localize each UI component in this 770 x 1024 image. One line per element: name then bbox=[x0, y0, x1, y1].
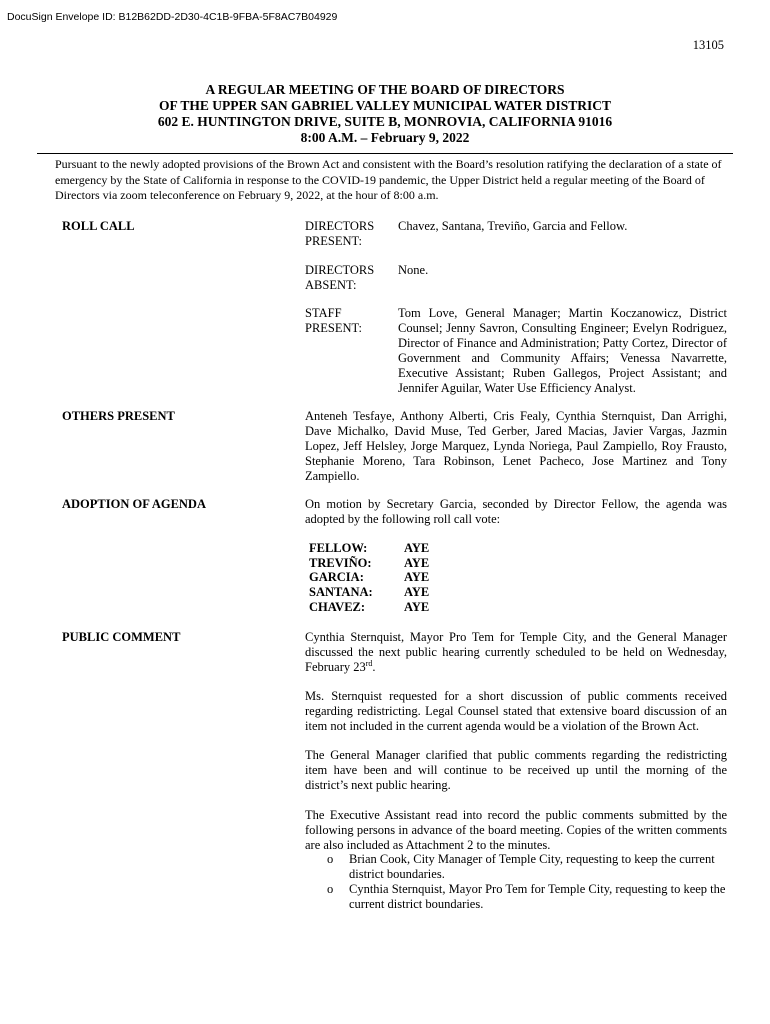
paragraph-end: . bbox=[372, 660, 376, 674]
vote-value: AYE bbox=[404, 599, 430, 614]
vote-director: CHAVEZ: bbox=[309, 599, 366, 614]
vote-row bbox=[309, 541, 429, 556]
public-comment-heading: PUBLIC COMMENT bbox=[62, 630, 181, 644]
others-present-text: Anteneh Tesfaye, Anthony Alberti, Cris Fealy, Cynthia Sternquist, Dan Arrighi, Dave Michalko, David Muse, Ted Gerber, Jared Macias, Javier Vargas, Jazmin Lopez, Jeff Helsley, Jorge Marquez, Lynda Noriega, Paul Zampiello, Roy Frausto, Stephanie Moreno, Tara Robinson, Lenet Pacheco, Jose Martinez and Tony Zampiello. bbox=[305, 409, 727, 483]
bullet-marker: o bbox=[327, 882, 334, 896]
directors-present-label: DIRECTORS PRESENT: bbox=[305, 219, 375, 248]
title-line: 602 E. HUNTINGTON DRIVE, SUITE B, MONROVIA, CALIFORNIA 91016 bbox=[157, 114, 613, 129]
adoption-of-agenda-heading: ADOPTION OF AGENDA bbox=[62, 497, 206, 511]
list-item bbox=[305, 882, 727, 912]
public-comment-paragraph-3: The General Manager clarified that public comments regarding the redistricting item have been and will continue to be received up until the morning of the district’s next public hearing. bbox=[305, 748, 727, 792]
public-comment-paragraph-4: The Executive Assistant read into record the public comments submitted by the following persons in advance of the board meeting. Copies of the written comments are also included as Attachment 2 to the minutes. bbox=[305, 808, 727, 852]
public-comment-paragraph-2: Ms. Sternquist requested for a short discussion of public comments received regarding redistricting. Legal Counsel stated that extensive board discussion of an item not included in the current agenda would be a violation of the Brown Act. bbox=[305, 689, 727, 733]
vote-value: AYE bbox=[404, 555, 430, 570]
vote-row bbox=[309, 556, 429, 571]
paragraph-text: Cynthia Sternquist, Mayor Pro Tem for Temple City, and the General Manager discussed the next public hearing currently scheduled to be held on Wednesday, February 23 bbox=[305, 630, 727, 674]
staff-present-value: Tom Love, General Manager; Martin Koczanowicz, District Counsel; Jenny Savron, Consulting Engineer; Evelyn Rodriguez, Director of Finance and Administration; Patty Cortez, Director of Government and Community Affairs; Venessa Navarrette, Executive Assistant; Ruben Gallegos, Project Assistant; and Jennifer Aguilar, Water Use Efficiency Analyst. bbox=[398, 306, 727, 395]
list-item-text: Cynthia Sternquist, Mayor Pro Tem for Temple City, requesting to keep the current district boundaries. bbox=[349, 882, 726, 911]
vote-row bbox=[309, 570, 429, 585]
staff-present-label: STAFF PRESENT: bbox=[305, 306, 363, 335]
vote-row bbox=[309, 600, 429, 615]
vote-value: AYE bbox=[404, 541, 430, 555]
directors-absent-value: None. bbox=[398, 263, 429, 277]
public-comment-paragraph-1 bbox=[305, 630, 727, 675]
directors-absent-label: DIRECTORS ABSENT: bbox=[305, 263, 375, 292]
vote-value: AYE bbox=[404, 570, 430, 585]
bullet-marker: o bbox=[327, 852, 334, 866]
vote-director: TREVIÑO: bbox=[309, 555, 372, 570]
title-line: 8:00 A.M. – February 9, 2022 bbox=[300, 130, 470, 145]
vote-value: AYE bbox=[404, 585, 430, 600]
docusign-envelope-id: DocuSign Envelope ID: B12B62DD-2D30-4C1B-9FBA-5F8AC7B04929 bbox=[7, 11, 338, 23]
intro-paragraph: Pursuant to the newly adopted provisions of the Brown Act and consistent with the Board’s resolution ratifying the declaration of a state of emergency by the State of California in response to the COVID-19 pandemic, the Upper District held a regular meeting of the Board of Directors via zoom teleconference on February 9, 2022, at the hour of 8:00 a.m. bbox=[55, 157, 722, 202]
page-number: 13105 bbox=[692, 38, 724, 52]
title-divider bbox=[37, 153, 733, 154]
document-title bbox=[0, 82, 770, 146]
ordinal-suffix: rd bbox=[365, 658, 373, 668]
others-present-heading: OTHERS PRESENT bbox=[62, 409, 175, 423]
title-line: OF THE UPPER SAN GABRIEL VALLEY MUNICIPAL WATER DISTRICT bbox=[158, 98, 612, 113]
vote-row bbox=[309, 585, 429, 600]
directors-present-value: Chavez, Santana, Treviño, Garcia and Fellow. bbox=[398, 219, 628, 233]
list-item-text: Brian Cook, City Manager of Temple City, requesting to keep the current district boundaries. bbox=[349, 852, 715, 881]
title-line: A REGULAR MEETING OF THE BOARD OF DIRECTORS bbox=[205, 82, 565, 97]
vote-director: GARCIA: bbox=[309, 570, 364, 585]
roll-call-vote-table bbox=[309, 541, 429, 615]
adoption-of-agenda-text: On motion by Secretary Garcia, seconded by Director Fellow, the agenda was adopted by the following roll call vote: bbox=[305, 497, 727, 526]
list-item bbox=[305, 852, 727, 882]
vote-director: FELLOW: bbox=[309, 541, 368, 555]
roll-call-heading: ROLL CALL bbox=[62, 219, 135, 233]
public-comment-list bbox=[305, 852, 727, 912]
vote-director: SANTANA: bbox=[309, 585, 373, 600]
